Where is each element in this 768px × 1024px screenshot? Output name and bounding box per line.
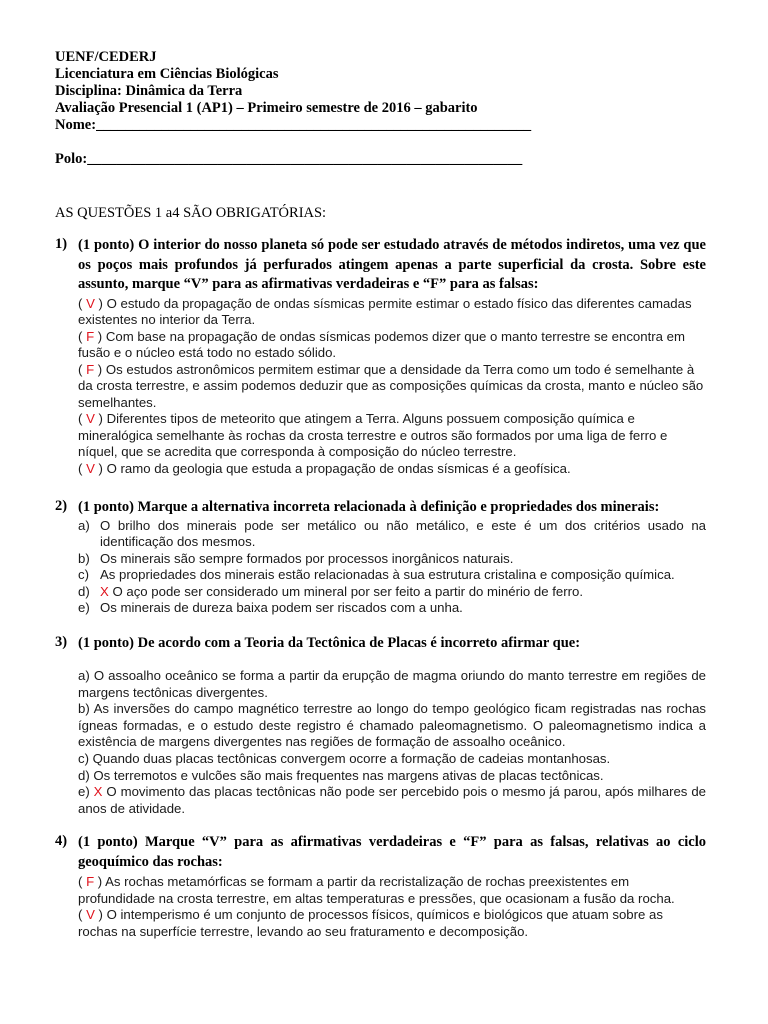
question-1-item: ( F ) Os estudos astronômicos permitem estimar que a densidade da Terra como um todo é semelhante à da crosta terrestre, e assim podemos deduzir que as composições químicas da crosta, manto e núcleo são semelhantes. [78,361,704,410]
question-3-title-block [78,634,706,654]
question-1-item: ( V ) O ramo da geologia que estuda a propagação de ondas sísmicas é a geofísica. [78,460,571,476]
discipline: Disciplina: Dinâmica da Terra [55,83,243,99]
answer-mark: V [86,460,95,476]
option-a: a) O assoalho oceânico se forma a partir da erupção de magma oriundo do manto terrestre em regiões de margens tectônicas divergentes. [78,668,706,700]
question-2 [78,498,706,617]
polo-field: Polo:____________________________________________________________ [55,151,523,167]
option-e: e) Os minerais de dureza baixa podem ser riscados com a unha. [78,600,463,616]
option-c: c) Quando duas placas tectônicas convergem ocorre a formação de cadeias montanhosas. [78,750,611,766]
institution: UENF/CEDERJ [55,49,157,65]
question-2-number: 2) [55,498,68,514]
mandatory-notice: AS QUESTÕES 1 a4 SÃO OBRIGATÓRIAS: [55,205,327,221]
answer-mark: X [93,784,103,800]
option-b: b) As inversões do campo magnético terrestre ao longo do tempo geológico ficam registradas nas rochas ígneas formadas, e o estudo deste registro é chamado paleomagnetismo. O paleomagnetismo indica a existência de margens divergentes nas regiões de formação de assoalho oceânico. [78,701,706,750]
question-4-item: ( V ) O intemperismo é um conjunto de processos físicos, químicos e biológicos que atuam sobre as rochas na superfície terrestre, levando ao seu fraturamento e decomposição. [78,907,663,939]
question-4-item: ( F ) As rochas metamórficas se formam a partir da recristalização de rochas preexistentes em profundidade na crosta terrestre, em altas temperaturas e pressões, que ocasionam a fusão da rocha. [78,874,675,906]
question-4-title: (1 ponto) Marque “V” para as afirmativas verdadeiras e “F” para as falsas, relativas ao ciclo geoquímico das rochas: [78,834,706,870]
option-c: c) As propriedades dos minerais estão relacionadas à sua estrutura cristalina e composição química. [78,567,675,583]
answer-mark: V [86,411,95,426]
answer-mark: F [86,361,95,377]
question-1 [78,236,706,477]
option-a: a) O brilho dos minerais pode ser metálico ou não metálico, e este é um dos critérios usado na identificação dos mesmos. [78,517,706,550]
question-4-number: 4) [55,833,68,849]
option-b: b) Os minerais são sempre formados por processos inorgânicos naturais. [78,550,514,566]
question-1-item: ( F ) Com base na propagação de ondas sísmicas podemos dizer que o manto terrestre se encontra em fusão e o núcleo está todo no estado sólido. [78,328,685,360]
option-d: d) X O aço pode ser considerado um mineral por ser feito a partir do minério de ferro. [78,583,584,599]
answer-mark: V [86,295,95,311]
question-4 [78,833,706,940]
question-3-title: (1 ponto) De acordo com a Teoria da Tectônica de Placas é incorreto afirmar que: [78,635,581,651]
option-e: e) X O movimento das placas tectônicas não pode ser percebido pois o mesmo já parou, após milhares de anos de atividade. [78,784,706,816]
exam-title: Avaliação Presencial 1 (AP1) – Primeiro semestre de 2016 – gabarito [55,100,478,116]
answer-mark: F [86,874,95,889]
document-header [55,49,531,134]
question-3 [78,668,706,817]
question-1-title: (1 ponto) O interior do nosso planeta só pode ser estudado através de métodos indiretos, uma vez que os poços mais profundos já perfurados atingem apenas a parte superficial da crosta. Sobre este assunto, marque “V” para as afirmativas verdadeiras e “F” para as falsas: [78,237,706,292]
option-d: d) Os terremotos e vulcões são mais frequentes nas margens ativas de placas tectônicas. [78,767,604,783]
question-1-item: ( V ) Diferentes tipos de meteorito que atingem a Terra. Alguns possuem composição química e mineralógica semelhante às rochas da crosta terrestre e outros são formados por uma liga de ferro e níquel, que se acredita que corresponda à composição do núcleo terrestre. [78,411,668,459]
course: Licenciatura em Ciências Biológicas [55,66,279,82]
answer-mark: F [86,328,95,344]
answer-mark: V [86,907,95,922]
question-1-number: 1) [55,236,68,252]
question-2-title: (1 ponto) Marque a alternativa incorreta relacionada à definição e propriedades dos minerais: [78,499,660,515]
answer-mark: X [100,583,109,599]
name-field: Nome:____________________________________________________________ [55,117,532,133]
question-1-item: ( V ) O estudo da propagação de ondas sísmicas permite estimar o estado físico das diferentes camadas existentes no interior da Terra. [78,295,692,327]
question-3-number: 3) [55,634,68,650]
